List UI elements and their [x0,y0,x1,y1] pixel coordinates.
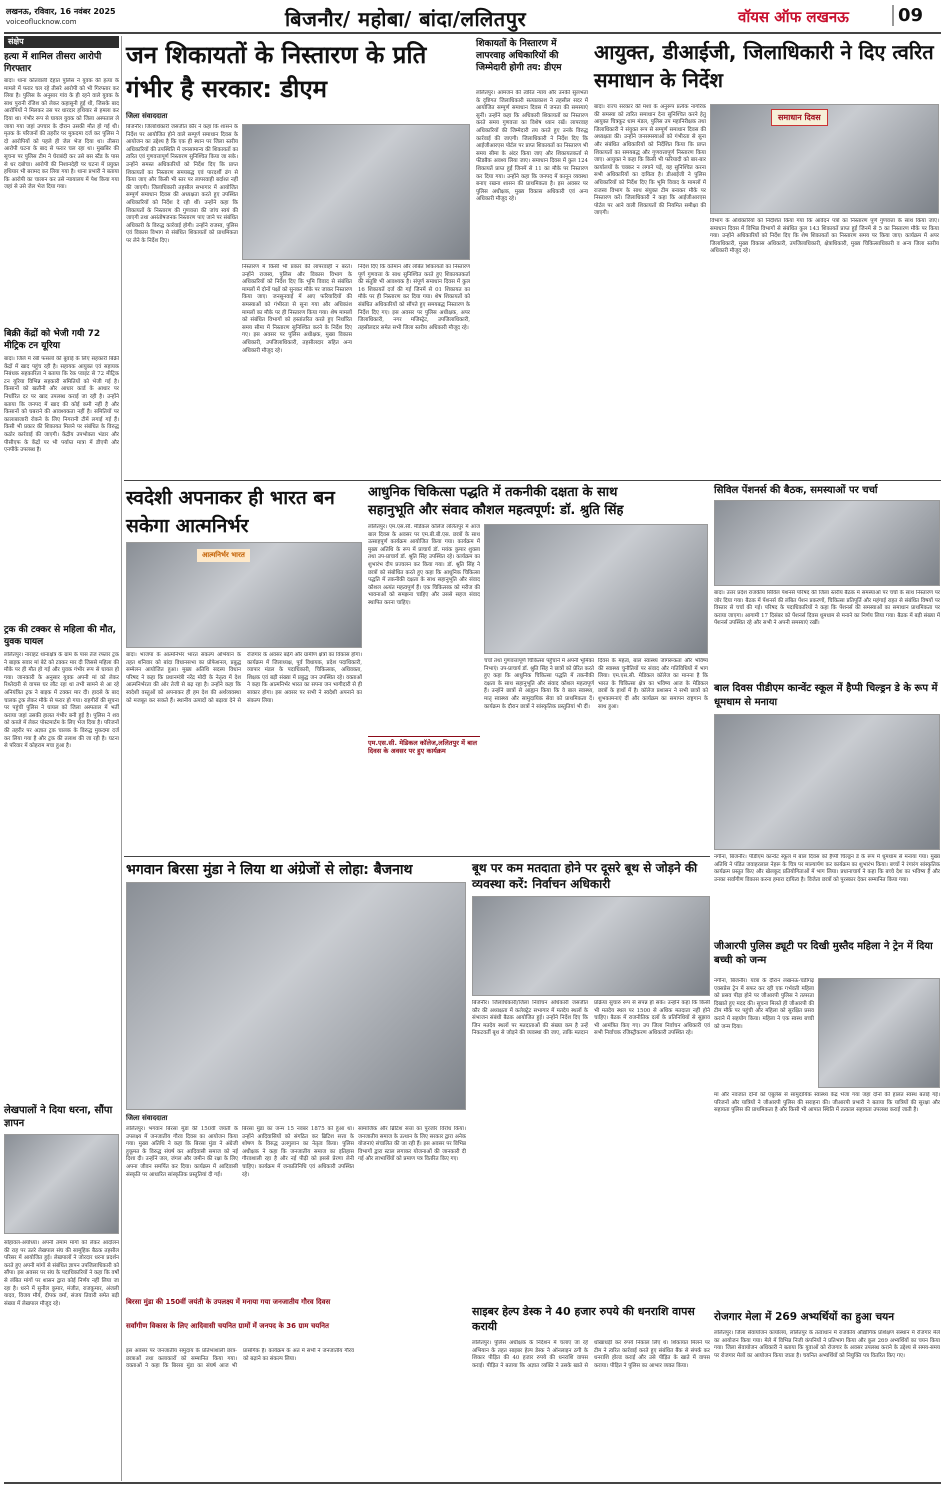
sidebar-headline-4: लेखपालों ने दिया धरना, सौंपा ज्ञापन [4,1105,113,1129]
a11-body: ललितपुर। जिला सेवायोजन कार्यालय, ललितपुर के तत्वाधान में राजकीय औद्योगिक प्रशिक्षण संस्थान में रोजगार मेले का आयोजन किया गया। मेले में विभिन्न निजी कंपनियों ने प्रतिभाग किया और कुल 269 अभ्यर्थियों का चयन किया गया। जिला सेवायोजन अधिकारी ने बताया कि युवाओं को रोजगार के अवसर उपलब्ध कराने के उद्देश्य से समय-समय पर रोजगार मेलों का आयोजन किया जाता है। चयनित अभ्यर्थियों को नियुक्ति पत्र वितरित किए गए। [714,1330,940,1359]
a7-body-1: नगीना, बिजनौर। यात्रा के दौरान लखनऊ-चंडीगढ़ एक्सप्रेस ट्रेन में सफर कर रही एक गर्भवती महिला को प्रसव पीड़ा होने पर जीआरपी पुलिस ने तत्परता दिखाते हुए मदद की। सूचना मिलते ही जीआरपी की टीम मौके पर पहुंची और महिला को सुरक्षित प्रसव कराने में सहयोग किया। महिला ने एक स्वस्थ बच्ची को जन्म दिया। [714,978,814,1030]
a7-body-2: मां और नवजात दोनों को एंबुलेंस से सामुदायिक स्वास्थ्य केंद्र भेजा गया जहां दोनों की हालत स्वस्थ बताई गई। परिजनों और यात्रियों ने जीआरपी पुलिस की सराहना की। जीआरपी प्रभारी ने बताया कि यात्रियों की सुरक्षा और सहायता पुलिस की प्राथमिकता है और किसी भी आपात स्थिति में तत्काल सहायता उपलब्ध कराई जाती है। [714,1092,940,1114]
a5-headline: सिविल पेंशनर्स की बैठक, समस्याओं पर चर्चा [714,485,878,496]
a8-body-2: बिरसा मुंडा का जन्म 15 नवंबर 1875 को हुआ था। उन्होंने आदिवासियों को संगठित कर ब्रिटिश सत्ता के शोषण के विरुद्ध उलगुलान का नेतृत्व किया। पुलिस अधीक्षक ने कहा कि जनजातीय समाज का इतिहास गौरवशाली रहा है और नई पीढ़ी को इससे प्रेरणा लेनी चाहिए। कार्यक्रम में जनप्रतिनिधि एवं अधिकारी उपस्थित रहे। [242,1126,354,1178]
a8-photo [126,882,466,1110]
sidebar-body-3: ललितपुर। नाराहट थानाक्षेत्र के ग्राम के पास तेज रफ्तार ट्रक ने बाइक सवार मां बेटे को टक्कर मार दी जिससे महिला की मौके पर ही मौत हो गई और युवक गंभीर रूप से घायल हो गया। जानकारी के अनुसार युवक अपनी मां को लेकर रिश्तेदारी से वापस घर लौट रहा था तभी सामने से आ रहे अनियंत्रित ट्रक ने बाइक में टक्कर मार दी। हादसे के बाद चालक ट्रक लेकर मौके से फरार हो गया। राहगीरों की सूचना पर पहुंची पुलिस ने घायल को जिला अस्पताल में भर्ती कराया जहां उसकी हालत गंभीर बनी हुई है। पुलिस ने शव को कब्जे में लेकर पोस्टमार्टम के लिए भेज दिया है। परिजनों की तहरीर पर अज्ञात ट्रक चालक के विरुद्ध मुकदमा दर्ज कर लिया गया है और ट्रक की तलाश की जा रही है। घटना से परिवार में कोहराम मचा हुआ है। [4,652,119,750]
a1-body-3: निर्देश दिए कि वर्तमान और लंबित शिकायतों का निस्तारण पूर्ण गुणवत्ता के साथ सुनिश्चित करते हुए शिकायतकर्ता की संतुष्टि भी आवश्यक है। संपूर्ण समाधान दिवस में कुल 16 शिकायतें दर्ज की गई जिनमें से 01 शिकायत का मौके पर ही निस्तारण कर दिया गया। शेष शिकायतों को संबंधित अधिकारियों को सौंपते हुए समयबद्ध निस्तारण के निर्देश दिए गए। इस अवसर पर पुलिस अधीक्षक, अपर जिलाधिकारी, नगर मजिस्ट्रेट, उपजिलाधिकारी, तहसीलदार समेत सभी जिला स्तरीय अधिकारी मौजूद रहे। [358,264,470,331]
a8-bullet-2: सर्वांगीण विकास के लिए आदिवासी चयनित ग्रामों में जनपद के 36 ग्राम चयनित [126,1322,330,1330]
paper-name: वॉयस ऑफ लखनऊ [738,8,849,26]
a4-body-3: दिवस के महत्व, बाल स्वास्थ्य जागरूकता और भविष्य की स्वास्थ्य चुनौतियों पर संवाद और गतिविधियों में भाग लिया। एम.एस.सी. मेडिकल कॉलेज का मानना है कि भारत के चिकित्सा क्षेत्र का भविष्य आज के मेडिकल छात्रों के हाथों में है। कॉलेज प्रशासन ने सभी छात्रों को शुभकामनाएं दीं और कार्यक्रम का समापन राष्ट्रगान के साथ हुआ। [598,658,708,710]
a5-photo [714,500,940,586]
a3-headline: स्वदेशी अपनाकर ही भारत बन सकेगा आत्मनिर्भर [126,487,335,537]
a7-photo [818,978,940,1088]
sidebar-headline-3: ट्रक की टक्कर से महिला की मौत, युवक घायल [4,625,117,647]
a8-body-4: इस अवसर पर जनजातीय समुदाय के प्रतिभाशाली छात्र-छात्राओं तथा कलाकारों को सम्मानित किया गया। वक्ताओं ने कहा कि बिरसा मुंडा का संघर्ष आज भी प्रासंगिक है। कार्यक्रम के अंत में सभी ने जनजातीय गौरव को बढ़ाने का संकल्प लिया। [126,1348,354,1370]
a4-body-2: चर्चा तथा गुणवत्तापूर्ण चिकित्सा पहुँचाने में अपनी भूमिका निभाएं। उप-प्राचार्य डॉ. श्रुति सिंह ने छात्रों को प्रेरित करते हुए कहा कि आधुनिक चिकित्सा पद्धति में तकनीकी दक्षता के साथ सहानुभूति और संवाद कौशल महत्वपूर्ण हैं। उन्होंने छात्रों से आह्वान किया कि वे बाल स्वास्थ्य, मातृ स्वास्थ्य और सामुदायिक सेवा को प्राथमिकता दें। कार्यक्रम के दौरान छात्रों ने सांस्कृतिक प्रस्तुतियां भी दीं। [484,658,594,710]
a11-headline: रोजगार मेला में 269 अभ्यर्थियों का हुआ चयन [714,1311,895,1323]
a8-body-3: सामाजिक और ब्रिटिश सत्ता का पुरजोर विरोध किया। जनजातीय समाज के उत्थान के लिए सरकार द्वारा अनेक योजनाएं संचालित की जा रही हैं। इस अवसर पर विभिन्न विभागों द्वारा स्टाल लगाकर योजनाओं की जानकारी दी गई और लाभार्थियों को प्रमाण पत्र वितरित किए गए। [358,1126,466,1163]
a3-photo [126,542,362,648]
a4-caption: एम.एस.सी. मेडिकल कॉलेज,ललितपुर में बाल दिवस के अवसर पर हुए कार्यक्रम [368,736,480,755]
footer-rule [4,1482,941,1484]
a8-headline: भगवान बिरसा मुंडा ने लिया था अंग्रेजों से लोहा: बैजनाथ [126,862,413,878]
a1-photo [242,124,470,260]
a2-photo [710,104,939,214]
sidebar-headline-2: बिक्री केंद्रों को भेजी गयी 72 मीट्रिक टन यूरिया [4,329,101,351]
sidebar-body-4: सोहावल-अयोध्या। अपनी तमाम मांगों को लेकर आंदोलन की राह पर उतरे लेखपाल संघ की सामूहिक बैठक तहसील परिसर में आयोजित हुई। लेखपालों ने जोरदार धरना प्रदर्शन करते हुए अपनी मांगों से संबंधित ज्ञापन उपजिलाधिकारी को सौंपा। इस अवसर पर संघ के पदाधिकारियों ने कहा कि वर्षों से लंबित मांगों पर शासन द्वारा कोई निर्णय नहीं लिया जा रहा है। धरने में सुनील कुमार, मंजीत, राजकुमार, अंजली यादव, विजय मौर्य, दीपक वर्मा, संजय तिवारी समेत बड़ी संख्या में लेखपाल मौजूद रहे। [4,1240,119,1307]
a1-byline: जिला संवाददाता [126,112,168,120]
sidebar-headline-1: हत्या में शामिल तीसरा आरोपी गिरफ्तार [4,52,102,74]
masthead-rule [4,32,941,34]
a2-body-2: विभाग के अधिकारियों को निर्देशित किया गया कि आवेदन पत्रों का निस्तारण पूर्ण गुणवत्ता के साथ किया जाए। समाधान दिवस में विभिन्न विभागों से संबंधित कुल 143 शिकायतें प्राप्त हुईं जिनमें से 5 का निस्तारण मौके पर किया गया। उन्होंने अधिकारियों को निर्देश दिए कि शेष शिकायतों का निस्तारण समय पर किया जाए। कार्यक्रम में अपर जिलाधिकारी, मुख्य विकास अधिकारी, उपजिलाधिकारी, क्षेत्राधिकारी, मुख्य चिकित्साधिकारी व अन्य जिला स्तरीय अधिकारी मौजूद रहे। [710,218,939,255]
a9-headline: बूथ पर कम मतदाता होने पर दूसरे बूथ से जोड़ने की व्यवस्था करें: निर्वाचन अधिकारी [472,861,698,891]
a4-headline: आधुनिक चिकित्सा पद्धति में तकनीकी दक्षता के साथ [368,485,618,500]
website[interactable]: voiceoflucknow.com [6,18,77,26]
section-title: बिजनौर/ महोबा/ बांदा/ललितपुर [285,7,527,31]
a1-body-1: बिजनौर। जिलाधिकारी जसजीत कौर ने कहा कि शासन के निर्देश पर आयोजित होने वाले सम्पूर्ण समाधान दिवस के आयोजन का उद्देश्य है कि एक ही स्थान पर जिला स्तरीय अधिकारियों की उपस्थिति में जनसामान्य की शिकायतों का त्वरित एवं गुणवत्तापूर्ण निस्तारण सुनिश्चित किया जा सके। उन्होंने समस्त अधिकारियों को निर्देश दिए कि प्राप्त शिकायतों का निस्तारण समयबद्ध एवं पारदर्शी ढंग से किया जाए और किसी भी स्तर पर लापरवाही बर्दाश्त नहीं की जाएगी। जिलाधिकारी तहसील सभागार में आयोजित सम्पूर्ण समाधान दिवस की अध्यक्षता करते हुए उपस्थित अधिकारियों को निर्देश दे रही थीं। उन्होंने कहा कि शिकायतों के निस्तारण की गुणवत्ता की जांच स्वयं की जाएगी तथा असंतोषजनक निस्तारण पाए जाने पर संबंधित अधिकारी के विरुद्ध कार्रवाई होगी। उन्होंने राजस्व, पुलिस एवं विकास विभाग से संबंधित शिकायतों को प्राथमिकता पर लेने के निर्देश दिए। [126,124,238,244]
a1-headline: जन शिकायतों के निस्तारण के प्रति गंभीर है सरकार: डीएम [126,41,427,103]
page-number: 09 [892,5,923,26]
a2-body-1: बांदा। राज्य सरकार की मंशा के अनुरूप प्रत्येक नागरिक की समस्या को त्वरित समाधान देना सुनिश्चित करने हेतु आयुक्त चित्रकूट धाम मंडल, पुलिस उप महानिरीक्षक तथा जिलाधिकारी ने संयुक्त रूप से सम्पूर्ण समाधान दिवस की अध्यक्षता की। उन्होंने जनसमस्याओं को गंभीरता से सुना और संबंधित अधिकारियों को निर्देशित किया कि प्राप्त शिकायतों का समयबद्ध और गुणवत्तापूर्ण निस्तारण किया जाए। आयुक्त ने कहा कि किसी भी फरियादी को बार-बार कार्यालयों के चक्कर न लगाने पड़ें, यह सुनिश्चित करना सभी अधिकारियों का दायित्व है। डीआईजी ने पुलिस अधिकारियों को निर्देश दिए कि भूमि विवाद के मामलों में राजस्व विभाग के साथ संयुक्त टीम बनाकर मौके पर निस्तारण करें। जिलाधिकारी ने कहा कि आईजीआरएस पोर्टल पर आने वाली शिकायतों की नियमित समीक्षा की जाएगी। [594,104,706,217]
a5-body: बांदा। उत्तर प्रदेश राजकीय सिविल पेंशनर्स परिषद की जिला स्तरीय बैठक में समस्याओं पर चर्चा के साथ निस्तारण पर जोर दिया गया। बैठक में पेंशनर्स की लंबित पेंशन प्रकरणों, चिकित्सा प्रतिपूर्ति और महंगाई राहत से संबंधित विषयों पर विस्तार से चर्चा की गई। परिषद के पदाधिकारियों ने कहा कि पेंशनर्स की समस्याओं का समाधान प्राथमिकता पर कराया जाएगा। आगामी 17 दिसंबर को पेंशनर्स दिवस धूमधाम से मनाने का निर्णय लिया गया। बैठक में बड़ी संख्या में पेंशनर्स उपस्थित रहे और सभी ने अपनी समस्याएं रखीं। [714,590,940,627]
dateline: लखनऊ, रविवार, 16 नवंबर 2025 [6,7,116,16]
a9-body: बिजनौर। जिलाधिकारी/जिला निर्वाचन अधिकारी जसजीत कौर की अध्यक्षता में कलेक्ट्रेट सभागार में मतदेय स्थलों के संभाजन संबंधी बैठक आयोजित हुई। उन्होंने निर्देश दिए कि जिन मतदेय स्थलों पर मतदाताओं की संख्या कम है उन्हें निकटवर्ती बूथ से जोड़ने की व्यवस्था की जाए, ताकि मतदान प्रक्रिया सुचारु रूप से संपन्न हो सके। उन्होंने कहा कि किसी भी मतदेय स्थल पर 1500 से अधिक मतदाता नहीं होने चाहिए। बैठक में राजनीतिक दलों के प्रतिनिधियों से सुझाव भी आमंत्रित किए गए। उप जिला निर्वाचन अधिकारी एवं सभी निर्वाचक रजिस्ट्रीकरण अधिकारी उपस्थित रहे। [472,1000,710,1037]
sidebar-divider [121,36,122,1481]
a1-side-headline: शिकायतों के निस्तारण में लापरवाह अधिकारियों की जिम्मेदारी होगी तय: डीएम [476,39,562,73]
a10-headline: साइबर हेल्प डेस्क ने 40 हजार रुपये की धनराशि वापस करायी [472,1305,695,1333]
a3-banner: आत्मनिर्भर भारत [197,549,250,562]
a4-body-1: ललितपुर। एम.एस.सी. मेडिकल कॉलेज ललितपुर में आज बाल दिवस के अवसर पर एम.बी.बी.एस. छात्रों के साथ उत्साहपूर्ण कार्यक्रम आयोजित किया गया। कार्यक्रम में मुख्य अतिथि के रूप में प्राचार्य डॉ. मयंक कुमार शुक्ला तथा उप-प्राचार्य डॉ. श्रुति सिंह उपस्थित रहे। कार्यक्रम का शुभारंभ दीप प्रज्वलन कर किया गया। डॉ. श्रुति सिंह ने छात्रों को संबोधित करते हुए कहा कि आधुनिक चिकित्सा पद्धति में तकनीकी दक्षता के साथ सहानुभूति और संवाद कौशल अत्यंत महत्वपूर्ण हैं। एक चिकित्सक को मरीज की भावनाओं को समझना चाहिए और उससे सहज संवाद स्थापित करना चाहिए। [368,524,480,606]
a7-headline: जीआरपी पुलिस ड्यूटी पर दिखी मुस्तैद महिला ने ट्रेन में दिया बच्ची को जन्म [714,941,933,966]
row-divider-1 [124,480,941,481]
a8-body-1: ललितपुर। भगवान बिरसा मुंडा की 150वीं जयंती के उपलक्ष्य में जनजातीय गौरव दिवस का आयोजन किया गया। मुख्य अतिथि ने कहा कि बिरसा मुंडा ने अंग्रेजी हुकूमत के विरुद्ध संघर्ष कर आदिवासी समाज को नई दिशा दी। उन्होंने जल, जंगल और जमीन की रक्षा के लिए अपना जीवन समर्पित कर दिया। कार्यक्रम में आदिवासी संस्कृति पर आधारित सांस्कृतिक प्रस्तुतियां दी गईं। [126,1126,238,1178]
a6-photo [714,714,940,850]
row-divider-2 [124,856,710,857]
a2-headline: आयुक्त, डीआईजी, जिलाधिकारी ने दिए त्वरित समाधान के निर्देश [594,40,934,92]
sidebar-body-2: बांदा। जिले में रबी फसलों की बुवाई के लिए सहकारी बिक्री केंद्रों में खाद पहुंच रही है। सहायक आयुक्त एवं सहायक निबंधक सहकारिता ने बताया कि रेक प्वाइंट से 72 मीट्रिक टन यूरिया विभिन्न सहकारी समितियों को भेजी गई है। किसानों को खतौनी और आधार कार्ड के आधार पर निर्धारित दर पर खाद उपलब्ध कराई जा रही है। उन्होंने बताया कि जनपद में खाद की कोई कमी नहीं है और किसानों को घबराने की आवश्यकता नहीं है। समितियों पर कालाबाजारी रोकने के लिए निगरानी टीमें लगाई गई हैं। किसी भी प्रकार की शिकायत मिलने पर संबंधित के विरुद्ध कठोर कार्रवाई की जाएगी। केंद्रीय उपभोक्ता भंडार और पीसीएफ के केंद्रों पर भी पर्याप्त मात्रा में डीएपी और एनपीके उपलब्ध है। [4,356,119,454]
sidebar-label: संक्षेप [4,36,119,48]
sidebar-body-1: बांदा। थाना कोतवाली देहात पुलिस ने युवक की हत्या के मामले में फरार चल रहे तीसरे आरोपी को भी गिरफ्तार कर लिया है। पुलिस के अनुसार गांव के ही रहने वाले युवक के साथ पुरानी रंजिश को लेकर कहासुनी हुई थी, जिसके बाद आरोपियों ने मिलकर उस पर धारदार हथियार से हमला कर दिया था। गंभीर रूप से घायल युवक को जिला अस्पताल ले जाया गया जहां उपचार के दौरान उसकी मौत हो गई थी। मृतक के परिजनों की तहरीर पर मुकदमा दर्ज कर पुलिस ने दो आरोपियों को पहले ही जेल भेज दिया था। तीसरा आरोपी घटना के बाद से फरार चल रहा था। मुखबिर की सूचना पर पुलिस टीम ने घेराबंदी कर उसे बस स्टैंड के पास से धर दबोचा। आरोपी की निशानदेही पर घटना में प्रयुक्त हथियार भी बरामद कर लिया गया है। थाना प्रभारी ने बताया कि आरोपी का चालान कर उसे न्यायालय में पेश किया गया जहां से उसे जेल भेज दिया गया। [4,78,119,191]
a1-side-body: ललितपुर। आमजन की त्वरित न्याय और उनकी सुलभता के दृष्टिगत जिलाधिकारी सत्यप्रकाश ने तहसील सदर में आयोजित सम्पूर्ण समाधान दिवस में जनता की समस्याएं सुनीं। उन्होंने कहा कि अधिकारी शिकायतों का निस्तारण करते समय गुणवत्ता का विशेष ध्यान रखें। लापरवाह अधिकारियों की जिम्मेदारी तय करते हुए उनके विरुद्ध कार्रवाई की जाएगी। जिलाधिकारी ने निर्देश दिए कि आईजीआरएस पोर्टल पर प्राप्त शिकायतों का निस्तारण भी समय सीमा के अंदर किया जाए और शिकायतकर्ता से फीडबैक अवश्य लिया जाए। समाधान दिवस में कुल 124 शिकायतें प्राप्त हुईं जिनमें से 11 का मौके पर निस्तारण कर दिया गया। उन्होंने कहा कि जनपद में कानून व्यवस्था बनाए रखना शासन की प्राथमिकता है। इस अवसर पर पुलिस अधीक्षक, मुख्य विकास अधिकारी एवं अन्य अधिकारी मौजूद रहे। [476,90,588,203]
a4-headline-2: सहानुभूति और संवाद कौशल महत्वपूर्ण: डॉ. श्रुति सिंह [368,503,624,518]
a1-body-2: निस्तारण में किसी भी प्रकार की लापरवाही न बरतें। उन्होंने राजस्व, पुलिस और विकास विभाग के अधिकारियों को निर्देश दिए कि भूमि विवाद से संबंधित मामलों में दोनों पक्षों को सुनकर मौके पर जाकर निस्तारण किया जाए। जनसुनवाई में आए फरियादियों की समस्याओं को गंभीरता से सुना गया और अधिकांश मामलों का मौके पर ही निस्तारण किया गया। शेष मामलों को संबंधित विभागों को हस्तांतरित करते हुए निर्धारित समय सीमा में निस्तारण सुनिश्चित करने के निर्देश दिए गए। इस अवसर पर पुलिस अधीक्षक, मुख्य विकास अधिकारी, उपजिलाधिकारी, तहसीलदार सहित अन्य अधिकारी मौजूद रहे। [242,264,352,354]
a6-body: नगीना, बिजनौर। पीडीएम कान्वेंट स्कूल में बाल दिवस को हैप्पी चिल्ड्रन डे के रूप में धूमधाम से मनाया गया। मुख्य अतिथि ने पंडित जवाहरलाल नेहरू के चित्र पर माल्यार्पण कर कार्यक्रम का शुभारंभ किया। बच्चों ने रंगारंग सांस्कृतिक कार्यक्रम प्रस्तुत किए और खेलकूद प्रतियोगिताओं में भाग लिया। प्रधानाचार्य ने कहा कि बच्चे देश का भविष्य हैं और उनका सर्वांगीण विकास करना हमारा दायित्व है। विजेता छात्रों को पुरस्कार देकर सम्मानित किया गया। [714,854,940,883]
dharna-photo [4,1134,119,1234]
a6-headline: बाल दिवस पीडीएम कान्वेंट स्कूल में हैप्पी चिल्ड्रन डे के रूप में धूमधाम से मनाया [714,683,938,708]
a10-body: ललितपुर। पुलिस अधीक्षक के निर्देशन में चलाए जा रहे अभियान के तहत साइबर हेल्प डेस्क ने ऑनलाइन ठगी के शिकार पीड़ित की 40 हजार रुपये की धनराशि वापस कराई। पीड़ित ने बताया कि अज्ञात व्यक्ति ने उसके खाते से धोखाधड़ी कर रुपये निकाल लिए थे। शिकायत मिलने पर टीम ने त्वरित कार्रवाई करते हुए संबंधित बैंक से संपर्क कर धनराशि होल्ड कराई और उसे पीड़ित के खाते में वापस कराया। पीड़ित ने पुलिस का आभार व्यक्त किया। [472,1340,710,1369]
a8-bullet-1: बिरसा मुंडा की 150वीं जयंती के उपलक्ष्य में मनाया गया जनजातीय गौरव दिवस [126,1298,331,1306]
a8-byline: जिला संवाददाता [126,1114,168,1122]
a3-body: बांदा। भाजपा के आत्मनिर्भर भारत संकल्प अभियान के तहत शनिवार को बांदा विधानसभा का प्रोफेशनल, प्रबुद्ध सम्मेलन आयोजित हुआ। मुख्य अतिथि सदस्य विधान परिषद ने कहा कि प्रधानमंत्री नरेंद्र मोदी के नेतृत्व में देश आत्मनिर्भरता की ओर तेजी से बढ़ रहा है। उन्होंने कहा कि स्वदेशी वस्तुओं को अपनाकर ही हम देश की अर्थव्यवस्था को मजबूत कर सकते हैं। स्थानीय उत्पादों को बढ़ावा देने से रोजगार के अवसर बढ़ेंगे और ग्रामीण क्षेत्रों का विकास होगा। कार्यक्रम में जिलाध्यक्ष, पूर्व विधायक, प्रदेश पदाधिकारी, व्यापार मंडल के पदाधिकारी, चिकित्सक, अधिवक्ता, शिक्षक एवं बड़ी संख्या में प्रबुद्ध जन उपस्थित रहे। वक्ताओं ने कहा कि आत्मनिर्भर भारत का सपना जन भागीदारी से ही साकार होगा। इस अवसर पर सभी ने स्वदेशी अपनाने का संकल्प लिया। [126,652,362,704]
a4-photo [484,524,708,654]
a9-photo [472,896,710,996]
a2-banner: समाधान दिवस [771,109,828,126]
